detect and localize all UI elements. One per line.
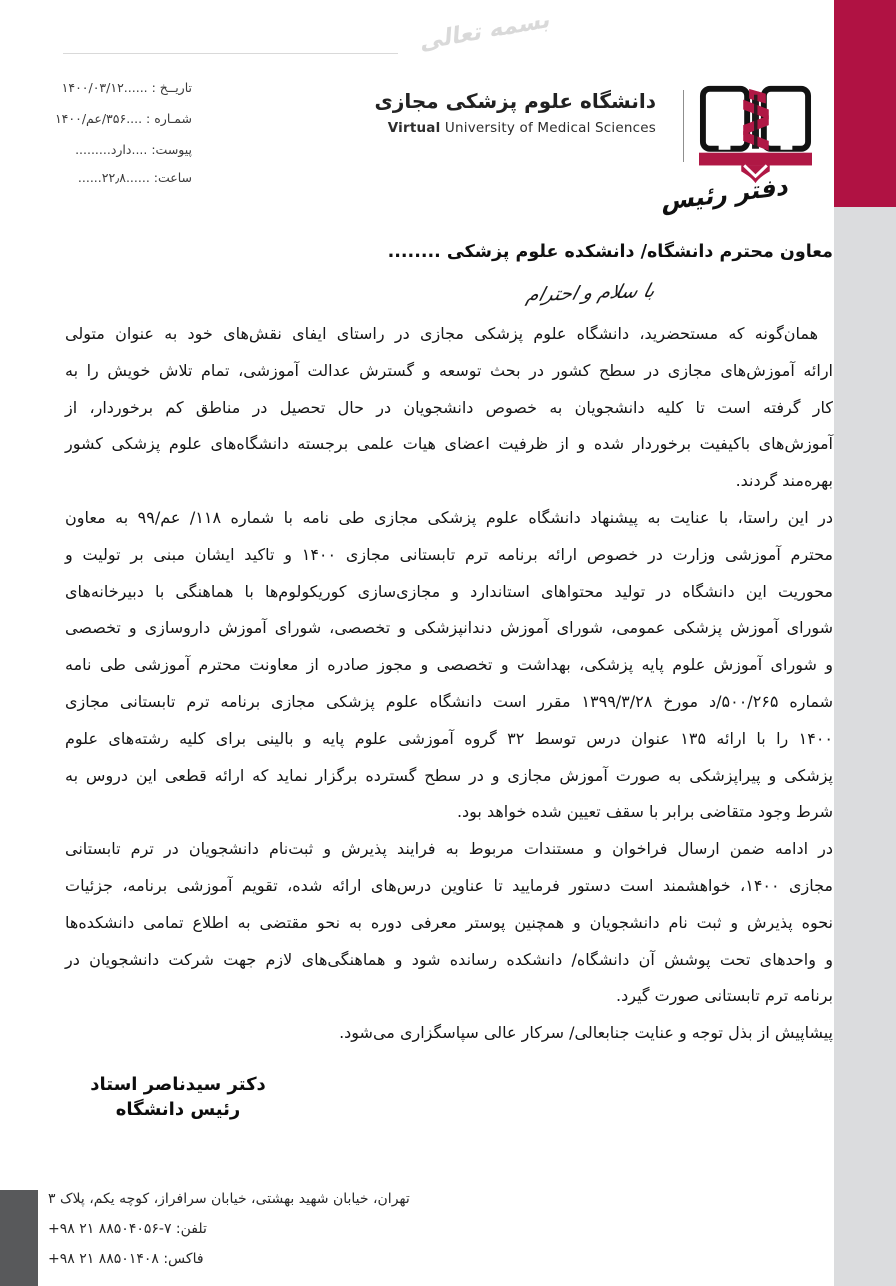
brand-divider-line (683, 90, 684, 162)
salutation-script: با سلام و احترام (524, 279, 658, 307)
body-line: پیشاپیش از بذل توجه و عنایت جنابعالی/ سرکار عالی سپاسگزاری می‌شود. (339, 1023, 833, 1043)
body-line: شماره ۵۰۰/۲۶۵/د مورخ ۱۳۹۹/۳/۲۸ مقرر است دانشگاه علوم پزشکی مجازی برنامه ترم تابستانی مجازی (65, 691, 833, 711)
body-line: ۱۴۰۰ را با ارائه ۱۳۵ عنوان درس توسط ۳۲ گروه آموزشی علوم پایه و بالینی برای کلیه رشته‌های علوم (65, 728, 834, 748)
body-line: مجازی ۱۴۰۰، خواهشمند است دستور فرمایید تا عناوین درس‌های ارائه شده، تقویم آموزشی برنامه، جزئیات (65, 875, 834, 895)
university-name-fa (326, 88, 656, 114)
logo-right-screen (764, 89, 808, 149)
body-line: بهره‌مند گردند. (735, 471, 833, 491)
university-logo-icon (699, 84, 812, 186)
logo-left-screen (703, 89, 747, 149)
university-name-block (326, 88, 656, 136)
signature-block (63, 1072, 293, 1122)
accent-crimson-bar (834, 0, 896, 207)
footer-corner-block (0, 1190, 38, 1286)
logo-right-slot (781, 144, 793, 150)
university-name-en-bold: Virtual (387, 120, 441, 136)
logo-band (699, 153, 812, 166)
recipient-line: معاون محترم دانشگاه/ دانشکده علوم پزشکی ........ (387, 242, 833, 262)
body-line: همان‌گونه که مستحضرید، دانشگاه علوم پزشکی مجازی در راستای ایفای نقش‌های خود به عنوان متولی (65, 324, 818, 343)
university-name-en (326, 120, 656, 136)
date-field: تاریــخ : ......۱۴۰۰/۰۳/۱۲ (61, 80, 192, 95)
university-name-fa-regular: دانشگاه علوم پزشکی (445, 89, 656, 113)
body-line: برنامه ترم تابستانی صورت گیرد. (616, 986, 833, 1006)
body-line: کار گرفته است تا کلیه دانشجویان به خصوص دانشجویان در حال تحصیل در مناطق کم برخوردار، از (65, 397, 833, 417)
body-line: ارائه آموزش‌های مجازی در سطح کشور در بحث توسعه و گسترش عدالت آموزشی، تمام تلاش خویش را به (65, 360, 833, 380)
body-line: پزشکی و پیراپزشکی به صورت آموزش مجازی و در سطح گسترده برگزار نماید که ارائه قطعی این دروس به (65, 765, 833, 785)
office-of-president-script: دفتر رئیس (661, 171, 792, 217)
body-line: شرط وجود متقاضی برابر با سقف تعیین شده خواهد بود. (456, 802, 833, 822)
bismillah-calligraphy: بسمه تعالی (420, 6, 552, 56)
footer-address: تهران، خیابان شهید بهشتی، خیابان سرافراز، کوچه یکم، پلاک ۳ (48, 1191, 410, 1207)
body-line: محوریت این دانشگاه در تولید محتواهای استاندارد و مجازی‌سازی کوریکولوم‌ها با هماهنگی با دبیرخانه‌های (65, 581, 833, 601)
footer-phone: تلفن: ۷-۸۸۵۰۴۰۵۶ ۲۱ ۹۸+ (48, 1221, 207, 1237)
body-line: آموزش‌های باکیفیت برخوردار شده و از ظرفیت اعضای هیات علمی برجسته دانشگاه‌های علوم پزشکی کشور (65, 434, 833, 454)
body-paragraphs (65, 316, 833, 1052)
letter-meta-fields (54, 80, 192, 201)
body-line: نحوه پذیرش و ثبت نام دانشجویان و همچنین پوستر معرفی دوره به نحو مقتضی به اطلاع تمامی دانشکده‌ها (65, 912, 833, 932)
body-line: و واحدهای تحت پوشش آن دانشگاه/ دانشکده رسانده شود و هماهنگی‌های لازم جهت شرکت دانشجویان در (65, 949, 833, 969)
university-name-fa-bold: مجازی (374, 89, 439, 113)
letter-footer (48, 1184, 410, 1274)
number-field: شمـاره : ....۳۵۶/عم/۱۴۰۰ (54, 111, 192, 126)
logo-staff-overlay (754, 95, 757, 148)
logo-left-slot (719, 144, 731, 150)
attachment-field: پیوست: ....دارد......... (75, 142, 192, 157)
letter-content (65, 238, 833, 1122)
body-line: در این راستا، با عنایت به پیشنهاد دانشگاه علوم پزشکی مجازی طی نامه با شماره ۱۱۸/ عم/۹۹ به معاون (65, 507, 834, 527)
signer-name: دکتر سیدناصر استاد (90, 1073, 266, 1095)
header-rule-line (63, 53, 398, 54)
body-line: محترم آموزشی وزارت در خصوص ارائه برنامه ترم تابستانی مجازی ۱۴۰۰ و تاکید ایشان مبنی بر تولیت و (65, 544, 834, 564)
side-gray-bar (834, 207, 896, 1286)
body-line: در ادامه ضمن ارسال فراخوان و مستندات مربوط به فرایند پذیرش و ثبت‌نام دانشجویان در ترم تابستانی (65, 839, 833, 859)
footer-fax: فاکس: ۸۸۵۰۱۴۰۸ ۲۱ ۹۸+ (48, 1251, 204, 1267)
hour-field: ساعت: ......۲۲٫۸...... (77, 170, 192, 185)
university-name-en-rest: University of Medical Sciences (440, 120, 656, 136)
signer-title: رئیس دانشگاه (115, 1098, 241, 1120)
body-line: و شورای آموزش علوم پایه پزشکی، بهداشت و تخصصی و مجوز صادره از معاونت محترم آموزشی طی نامه (65, 655, 833, 675)
body-line: شورای آموزش پزشکی عمومی، شورای آموزش دندانپزشکی و تخصصی، شورای آموزش داروسازی و تخصصی (65, 618, 833, 638)
